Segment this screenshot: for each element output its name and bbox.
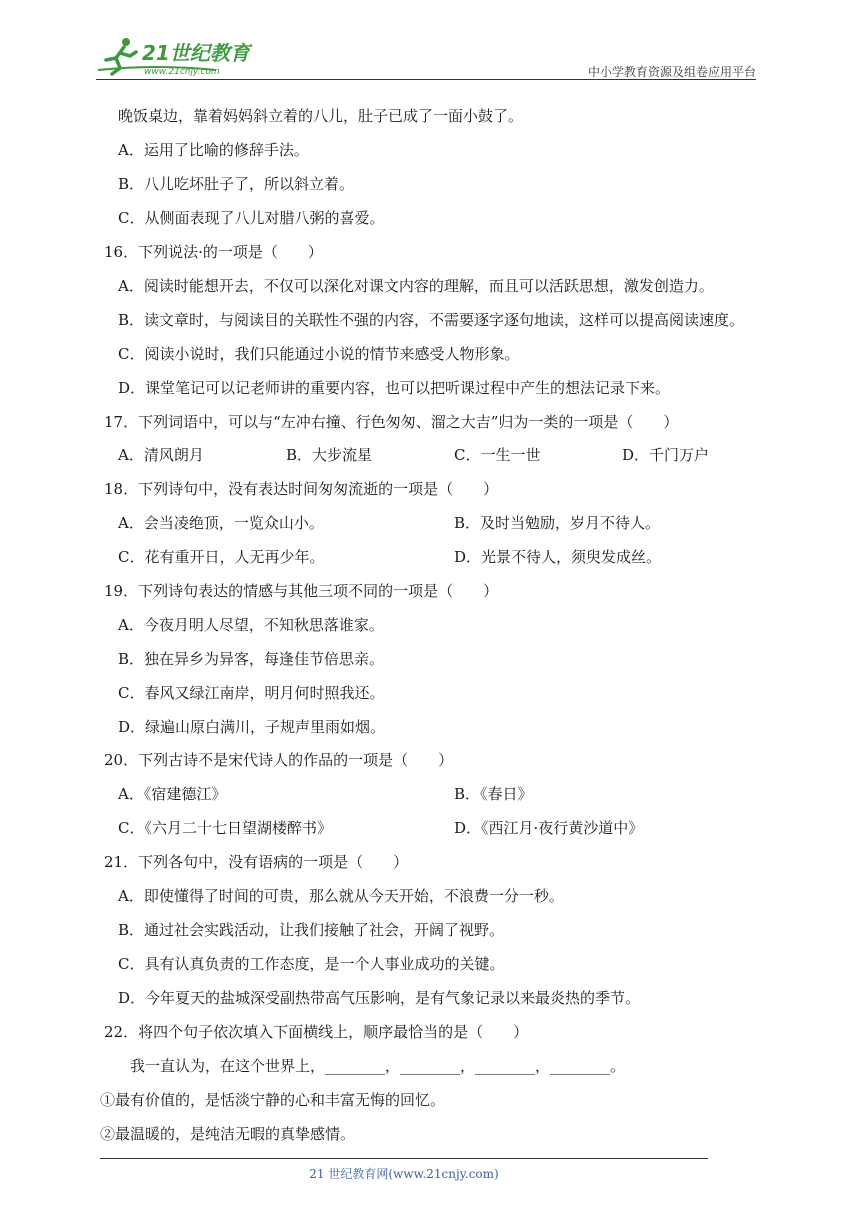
q19-stem: 19．下列诗句表达的情感与其他三项不同的一项是（ ） <box>104 582 499 600</box>
footer-rule <box>100 1158 708 1159</box>
q18-stem: 18．下列诗句中，没有表达时间匆匆流逝的一项是（ ） <box>104 480 499 498</box>
q21-option-b: B．通过社会实践活动，让我们接触了社会，开阔了视野。 <box>118 921 505 939</box>
q20-stem: 20．下列古诗不是宋代诗人的作品的一项是（ ） <box>104 751 454 769</box>
q17-stem: 17．下列词语中，可以与“左冲右撞、行色匆匆、溜之大吉”归为一类的一项是（ ） <box>104 413 679 431</box>
platform-name: 中小学教育资源及组卷应用平台 <box>587 65 756 79</box>
q21-option-d: D．今年夏天的盐城深受副热带高气压影响，是有气象记录以来最炎热的季节。 <box>118 989 641 1007</box>
q16-option-c: C．阅读小说时，我们只能通过小说的情节来感受人物形象。 <box>118 345 520 363</box>
q21-option-c: C．具有认真负责的工作态度，是一个人事业成功的关键。 <box>118 955 505 973</box>
q20-option-b: B．《春日》 <box>454 785 533 803</box>
q18-option-c: C．花有重开日，人无再少年。 <box>118 548 325 566</box>
q17-option-c: C．一生一世 <box>454 446 541 464</box>
q19-option-a: A．今夜月明人尽望，不知秋思落谁家。 <box>118 616 384 634</box>
q15-option-a: A．运用了比喻的修辞手法。 <box>118 141 309 159</box>
q20-option-a: A．《宿建德江》 <box>118 785 227 803</box>
q19-option-b: B．独在异乡为异客，每逢佳节倍思亲。 <box>118 650 385 668</box>
q21-option-a: A．即使懂得了时间的可贵，那么就从今天开始，不浪费一分一秒。 <box>118 887 564 905</box>
q18-option-d: D．光景不待人，须臾发成丝。 <box>454 548 662 566</box>
q16-option-b: B．读文章时，与阅读目的关联性不强的内容，不需要逐字逐句地读，这样可以提高阅读速度。 <box>118 311 745 329</box>
logo-21cnjy <box>96 34 266 76</box>
q15-option-b: B．八儿吃坏肚子了，所以斜立着。 <box>118 175 355 193</box>
logo-url-text: www.21cnjy.com <box>144 67 220 76</box>
q22-blank-sentence: 我一直认为，在这个世界上，________，________，________，________。 <box>130 1057 626 1075</box>
runner-head <box>122 38 130 46</box>
q22-item-1: ①最有价值的，是恬淡宁静的心和丰富无悔的回忆。 <box>100 1091 446 1109</box>
q19-option-d: D．绿遍山原白满川，子规声里雨如烟。 <box>118 718 386 736</box>
q18-option-a: A．会当凌绝顶，一览众山小。 <box>118 514 324 532</box>
q17-option-d: D．千门万户 <box>622 446 710 464</box>
q18-option-b: B．及时当勉励，岁月不待人。 <box>454 514 661 532</box>
q15-option-c: C．从侧面表现了八儿对腊八粥的喜爱。 <box>118 209 385 227</box>
header-rule <box>96 79 756 80</box>
q21-stem: 21．下列各句中，没有语病的一项是（ ） <box>104 853 409 871</box>
q20-option-d: D．《西江月·夜行黄沙道中》 <box>454 819 644 837</box>
runner-body <box>106 47 136 74</box>
q16-option-d: D．课堂笔记可以记老师讲的重要内容，也可以把听课过程中产生的想法记录下来。 <box>118 379 671 397</box>
q16-stem: 16．下列说法·的一项是（ ） <box>104 243 323 261</box>
page-header <box>96 30 756 80</box>
q19-option-c: C．春风又绿江南岸，明月何时照我还。 <box>118 684 385 702</box>
q15-sentence: 晚饭桌边，靠着妈妈斜立着的八儿，肚子已成了一面小鼓了。 <box>118 107 524 125</box>
q22-item-2: ②最温暖的，是纯洁无暇的真挚感情。 <box>100 1125 356 1143</box>
q20-option-c: C．《六月二十七日望湖楼醉书》 <box>118 819 332 837</box>
q17-option-a: A．清风朗月 <box>118 446 204 464</box>
footer-text: 21 世纪教育网(www.21cnjy.com) <box>309 1167 499 1181</box>
q22-stem: 22．将四个句子依次填入下面横线上，顺序最恰当的是（ ） <box>104 1023 529 1041</box>
q16-option-a: A．阅读时能想开去，不仅可以深化对课文内容的理解，而且可以活跃思想，激发创造力。 <box>118 277 714 295</box>
q17-option-b: B．大步流星 <box>286 446 373 464</box>
logo-main-text: 21世纪教育 <box>142 41 250 65</box>
